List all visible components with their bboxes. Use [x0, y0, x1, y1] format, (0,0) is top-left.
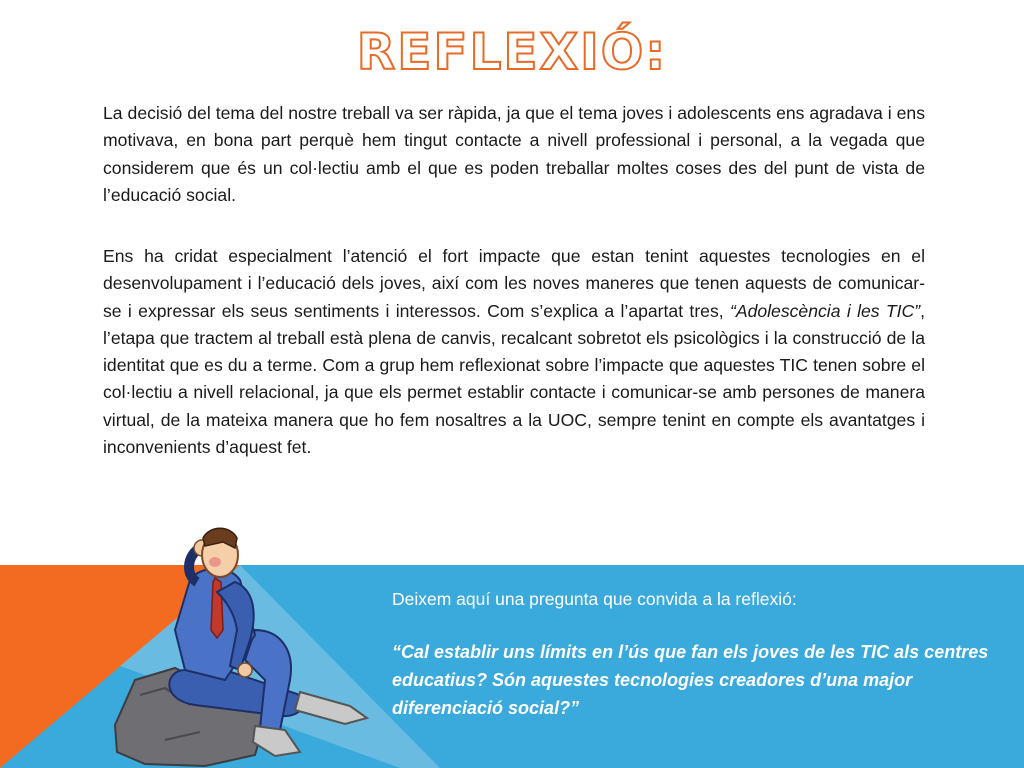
reflection-callout	[392, 586, 1002, 722]
slide-title: REFLEXIÓ:	[356, 23, 668, 81]
paragraph-2-text-a: Ens ha cridat especialment l’atenció el fort impacte que estan tenint aquestes tecnologies en el desenvolupament i l’educació dels joves, així com les noves maneres que tenen aquests de comunicar-se i expressar els seus sentiments i interessos. Com s’explica a l’apartat tres,	[103, 246, 925, 321]
paragraph-2	[103, 243, 925, 461]
callout-intro: Deixem aquí una pregunta que convida a la reflexió:	[392, 589, 797, 609]
thinking-man-illustration	[105, 520, 405, 768]
paragraph-2-quoted-title: “Adolescència i les TIC”	[729, 300, 921, 321]
paragraph-1: La decisió del tema del nostre treball va ser ràpida, ja que el tema joves i adolescents ens agradava i ens motivava, en bona part perquè hem tingut contacte a nivell professional i personal, a la vegada que considerem que és un col·lectiu amb el que es poden treballar moltes coses des del punt de vista de l’educació social.	[103, 103, 925, 205]
callout-question: “Cal establir uns límits en l’ús que fan els joves de les TIC als centres educatius? Són aquestes tecnologies creadores d’una major diferenciació social?”	[392, 642, 989, 718]
paragraph-2-text-b: , l’etapa que tractem al treball està plena de canvis, recalcant sobretot els psicològics i la construcció de la identitat que es du a terme. Com a grup hem reflexionat sobre l’impacte que aquestes TIC tenen sobre el col·lectiu a nivell relacional, ja que els permet establir contacte i comunicar-se amb persones de manera virtual, de la mateixa manera que ho fem nosaltres a la UOC, sempre tenint en compte els avantatges i inconvenients d’aquest fet.	[103, 300, 925, 458]
